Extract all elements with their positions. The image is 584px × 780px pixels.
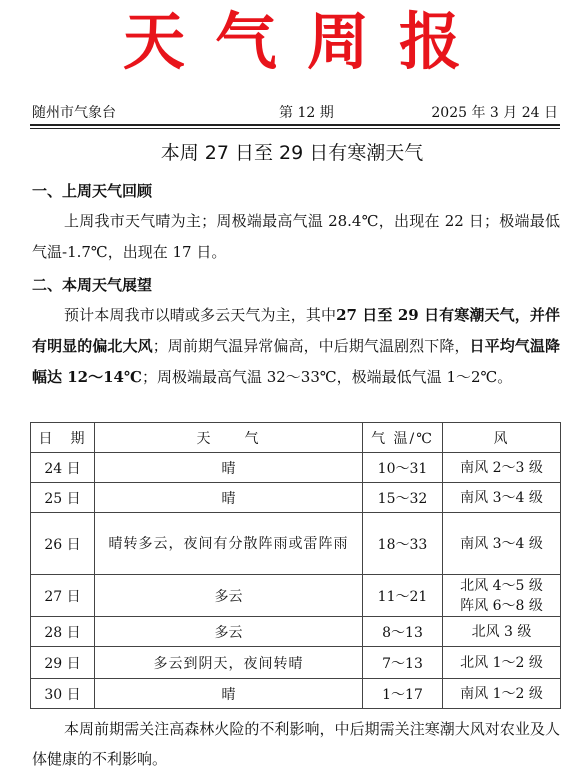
table-row <box>31 617 561 647</box>
cell-date: 26 日 <box>31 513 95 575</box>
cell-date: 28 日 <box>31 617 95 647</box>
headline: 本周 27 日至 29 日有寒潮天气 <box>160 142 424 164</box>
section-title-review: 一、上周天气回顾 <box>32 182 153 200</box>
issue-number: 第 12 期 <box>279 105 334 121</box>
cell-temperature: 15～32 <box>363 483 443 513</box>
cell-wind: 北风 3 级 <box>443 617 561 647</box>
cell-temperature: 7～13 <box>363 647 443 679</box>
cell-weather: 多云到阴天，夜间转晴 <box>95 647 363 679</box>
cell-temperature: 8～13 <box>363 617 443 647</box>
header-wind: 风 <box>443 423 561 453</box>
table-row <box>31 453 561 483</box>
table-row <box>31 513 561 575</box>
cell-temperature: 11～21 <box>363 575 443 617</box>
section-text-outlook <box>32 300 560 393</box>
issue-line <box>32 102 558 124</box>
issue-date: 2025 年 3 月 24 日 <box>431 105 558 121</box>
outlook-text-2: ；周前期气温异常偏高，中后期气温剧烈下降， <box>152 337 470 355</box>
forecast-table <box>30 422 561 709</box>
cell-wind: 南风 1～2 级 <box>443 679 561 709</box>
cell-temperature: 1～17 <box>363 679 443 709</box>
outlook-text-1: 预计本周我市以晴或多云天气为主，其中 <box>64 306 337 324</box>
outlook-bold-1: 27 日至 29 日有寒潮天气，并伴有明显的偏北大风 <box>32 306 560 355</box>
header-date: 日 期 <box>31 423 95 453</box>
cell-date: 24 日 <box>31 453 95 483</box>
header-rule-thin <box>30 128 560 129</box>
header-weather: 天 气 <box>95 423 363 453</box>
table-header-row <box>31 423 561 453</box>
cell-temperature: 10～31 <box>363 453 443 483</box>
masthead-title: 天气周报 <box>122 5 491 78</box>
cell-date: 29 日 <box>31 647 95 679</box>
issuing-office: 随州市气象台 <box>32 105 116 121</box>
table-row <box>31 575 561 617</box>
cell-wind: 南风 3～4 级 <box>443 483 561 513</box>
cell-wind: 南风 2～3 级 <box>443 453 561 483</box>
cell-weather: 晴 <box>95 483 363 513</box>
cell-temperature: 18～33 <box>363 513 443 575</box>
header-rule-thick <box>30 124 560 126</box>
cell-wind: 北风 1～2 级 <box>443 647 561 679</box>
cell-weather: 多云 <box>95 617 363 647</box>
table-row <box>31 679 561 709</box>
section-text-review: 上周我市天气晴为主；周极端最高气温 28.4℃，出现在 22 日；极端最低气温-1.7℃，出现在 17 日。 <box>32 212 560 261</box>
cell-date: 30 日 <box>31 679 95 709</box>
cell-date: 25 日 <box>31 483 95 513</box>
cell-date: 27 日 <box>31 575 95 617</box>
cell-weather: 晴 <box>95 453 363 483</box>
table-row <box>31 483 561 513</box>
cell-weather: 晴转多云，夜间有分散阵雨或雷阵雨 <box>95 513 363 575</box>
cell-wind: 北风 4～5 级 阵风 6～8 级 <box>443 575 561 617</box>
closing-note: 本周前期需关注高森林火险的不利影响，中后期需关注寒潮大风对农业及人体健康的不利影响。 <box>32 720 560 768</box>
section-title-outlook: 二、本周天气展望 <box>32 276 153 294</box>
cell-wind: 南风 3～4 级 <box>443 513 561 575</box>
outlook-text-3: ；周极端最高气温 32～33℃，极端最低气温 1～2℃。 <box>141 368 513 386</box>
header-temperature: 气 温/℃ <box>363 423 443 453</box>
cell-weather: 晴 <box>95 679 363 709</box>
cell-weather: 多云 <box>95 575 363 617</box>
outlook-bold-2: 日平均气温降幅达 12～14℃ <box>32 337 560 386</box>
table-row <box>31 647 561 679</box>
